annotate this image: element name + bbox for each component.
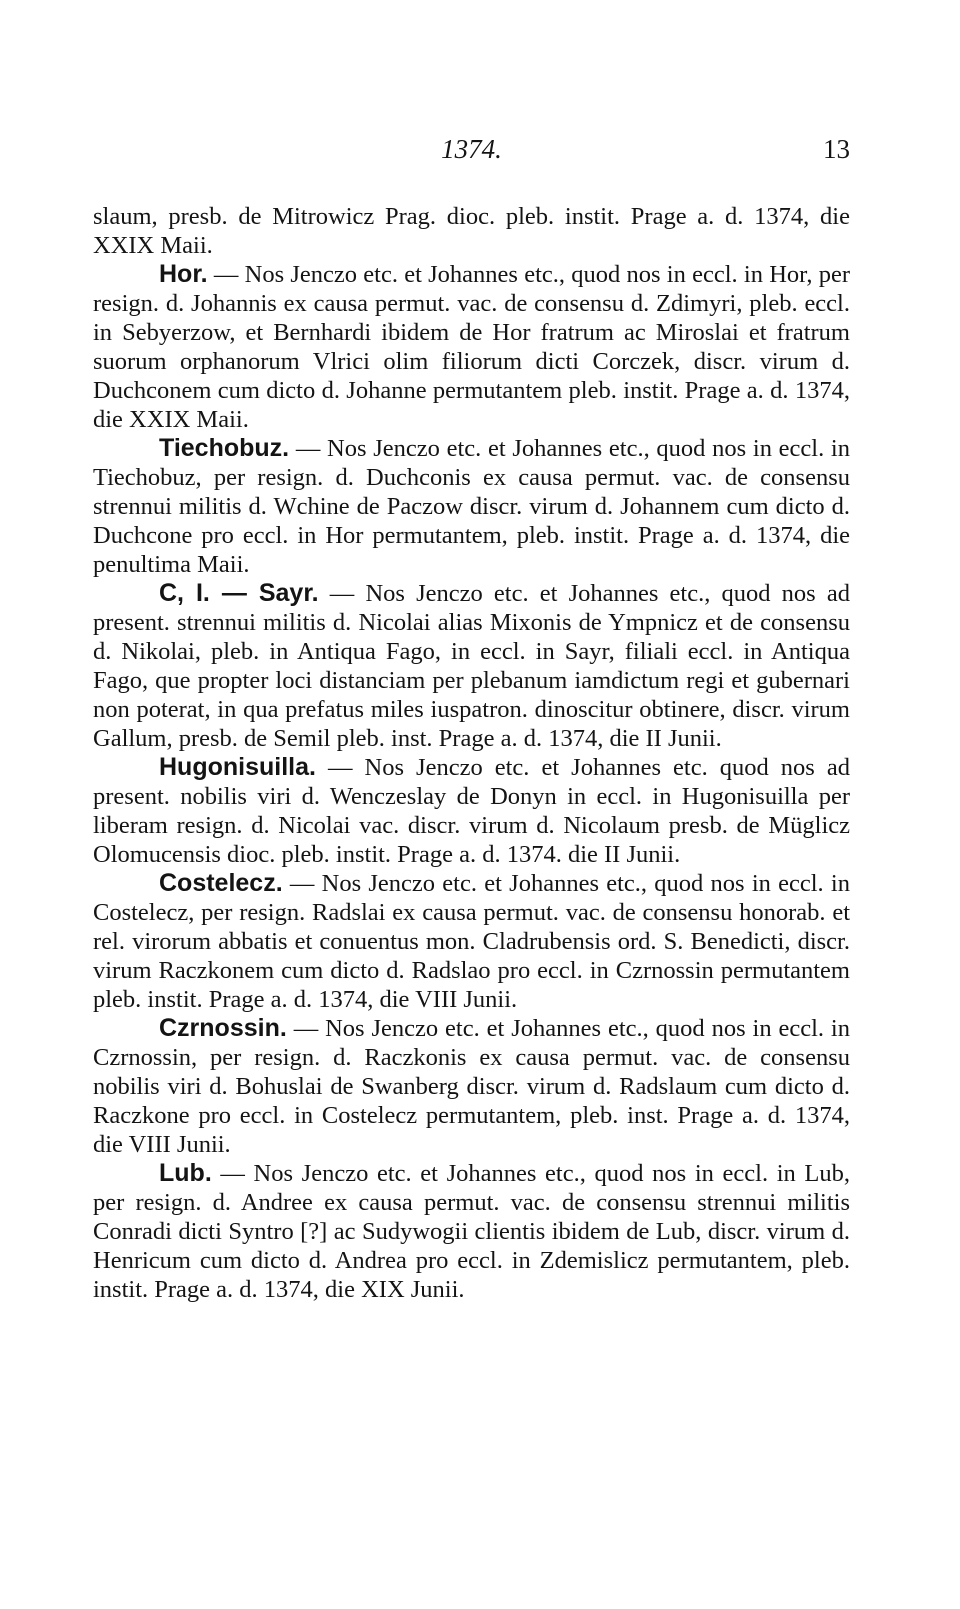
entry-sayr [93, 579, 850, 753]
place-heading: Hor. [159, 260, 208, 288]
entry-text: — Nos Jenczo etc. et Johannes etc., quod nos in eccl. in Lub, per resign. d. Andree ex causa permut. vac. de consensu strennui militis Conradi dicti Syntro [?] ac Sudywogii clientis ibidem de Lub, discr. virum d. Henricum cum dicto d. Andrea pro eccl. in Zdemislicz permutantem, pleb. instit. Prage a. d. 1374, die XIX Junii. [93, 1160, 850, 1303]
entry-costelecz [93, 869, 850, 1014]
page-header [93, 134, 850, 168]
document-body [93, 202, 850, 1304]
entry-text: — Nos Jenczo etc. et Johannes etc. quod nos ad present. nobilis viri d. Wenczeslay de Donyn in eccl. in Hugonisuilla per liberam resign. d. Nicolai vac. discr. virum d. Nicolaum presb. de Müglicz Olomucensis dioc. pleb. instit. Prage a. d. 1374. die II Junii. [93, 754, 850, 868]
place-heading: Czrnossin. [159, 1014, 287, 1042]
entry-czrnossin [93, 1014, 850, 1159]
place-heading: Hugonisuilla. [159, 753, 316, 781]
entry-hugonisuilla [93, 753, 850, 869]
entry-tiechobuz [93, 434, 850, 579]
entry-text: — Nos Jenczo etc. et Johannes etc., quod nos in eccl. in Czrnossin, per resign. d. Raczkonis ex causa permut. vac. de consensu nobilis viri d. Bohuslai de Swanberg discr. virum d. Radslaum cum dicto d. Raczkone pro eccl. in Costelecz permutantem, pleb. inst. Prage a. d. 1374, die VIII Junii. [93, 1015, 850, 1158]
page-year: 1374. [441, 134, 502, 164]
entry-hor [93, 260, 850, 434]
entry-text: — Nos Jenczo etc. et Johannes etc., quod nos in eccl. in Tiechobuz, per resign. d. Duchconis ex causa permut. vac. de consensu strennui militis d. Wchine de Paczow discr. virum d. Johannem cum dicto d. Duchcone pro eccl. in Hor permutantem, pleb. instit. Prage a. d. 1374, die penultima Maii. [93, 435, 850, 578]
place-heading: C, I. — Sayr. [159, 579, 319, 607]
place-heading: Tiechobuz. [159, 434, 290, 462]
entry-text: — Nos Jenczo etc. et Johannes etc., quod nos ad present. strennui militis d. Nicolai alias Mixonis de Ympnicz et de consensu d. Nikolai, pleb. in Antiqua Fago, in eccl. in Sayr, filiali eccl. in Antiqua Fago, que propter loci distanciam per plebanum iamdictum regi et gubernari non poterat, in qua prefatus miles iuspatron. dinoscitur obtinere, discr. virum Gallum, presb. de Semil pleb. inst. Prage a. d. 1374, die II Junii. [93, 580, 851, 752]
continuation-paragraph: slaum, presb. de Mitrowicz Prag. dioc. pleb. instit. Prage a. d. 1374, die XXIX Maii. [93, 203, 850, 259]
page-number: 13 [823, 134, 850, 164]
entry-text: — Nos Jenczo etc. et Johannes etc., quod nos in eccl. in Hor, per resign. d. Johannis ex causa permut. vac. de consensu d. Zdimyri, pleb. eccl. in Sebyerzow, et Bernhardi ibidem de Hor fratrum ac Miroslai et fratrum suorum orphanorum Vlrici olim filiorum dicti Corczek, discr. virum d. Duchconem cum dicto d. Johanne permutantem pleb. instit. Prage a. d. 1374, die XXIX Maii. [93, 261, 850, 433]
entry-text: — Nos Jenczo etc. et Johannes etc., quod nos in eccl. in Costelecz, per resign. Radslai ex causa permut. vac. de consensu honorab. et rel. virorum abbatis et conuentus mon. Cladrubensis ord. S. Benedicti, discr. virum Raczkonem cum dicto d. Radslao pro eccl. in Czrnossin permutantem pleb. instit. Prage a. d. 1374, die VIII Junii. [93, 870, 850, 1013]
place-heading: Costelecz. [159, 869, 283, 897]
entry-lub [93, 1159, 850, 1304]
place-heading: Lub. [159, 1159, 212, 1187]
